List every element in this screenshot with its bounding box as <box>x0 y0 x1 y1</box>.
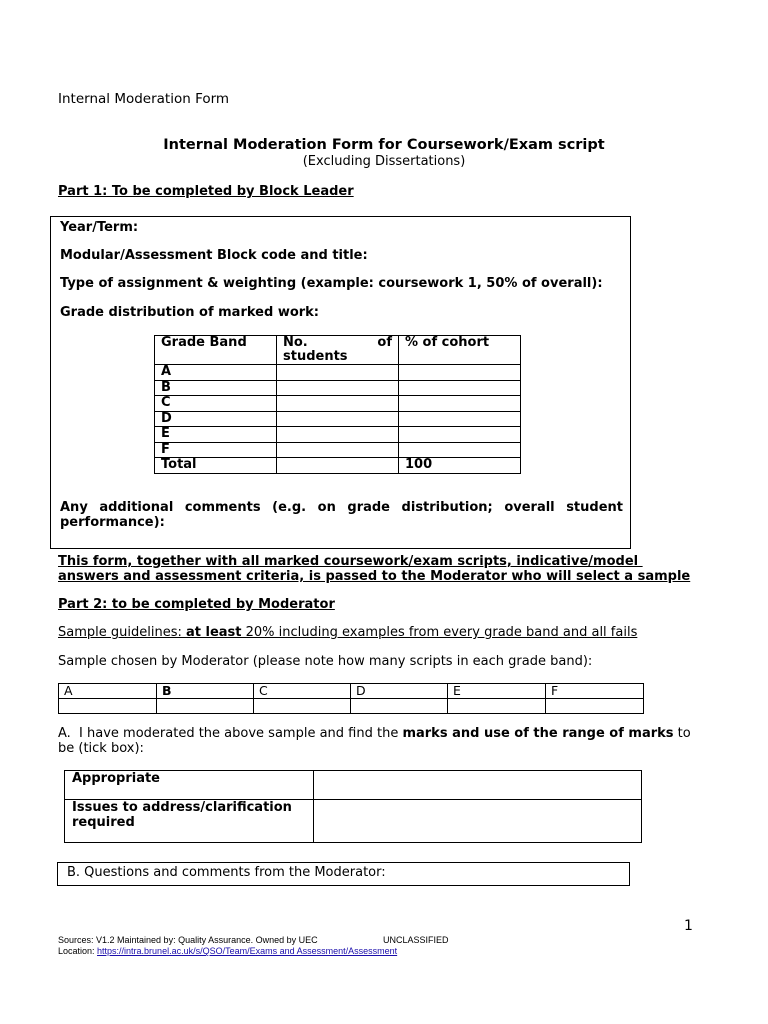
students-header-students: students <box>283 349 348 364</box>
grade-cell: A <box>155 365 277 381</box>
sample-guidelines <box>58 625 637 640</box>
total-percent: 100 <box>399 458 521 474</box>
issues-label-line1: Issues to address/clarification <box>72 800 292 815</box>
grade-distribution-label: Grade distribution of marked work: <box>60 305 320 320</box>
questions-label: B. Questions and comments from the Moderator: <box>67 865 386 880</box>
sample-count-f[interactable] <box>546 699 644 714</box>
cohort-header: % of cohort <box>399 336 521 365</box>
total-label: Total <box>155 458 277 474</box>
cohort-cell[interactable] <box>399 442 521 458</box>
sample-input-row <box>59 699 644 714</box>
statement-bold: marks and use of the range of marks <box>402 726 674 741</box>
table-row <box>155 442 521 458</box>
footer-location <box>58 946 397 956</box>
sample-header-row <box>59 684 644 699</box>
sample-table <box>58 683 644 714</box>
cohort-cell[interactable] <box>399 427 521 443</box>
footer-source <box>58 935 449 945</box>
grade-cell: C <box>155 396 277 412</box>
page-subtitle: (Excluding Dissertations) <box>302 154 466 169</box>
students-cell[interactable] <box>277 411 399 427</box>
students-cell[interactable] <box>277 427 399 443</box>
assignment-type-label: Type of assignment & weighting (example: coursework 1, 50% of overall): <box>60 276 603 291</box>
students-cell[interactable] <box>277 365 399 381</box>
issues-label <box>65 800 314 843</box>
students-cell[interactable] <box>277 396 399 412</box>
grade-cell: B <box>155 380 277 396</box>
footer-source-text: Sources: V1.2 Maintained by: Quality Assurance. Owned by UEC <box>58 935 318 945</box>
grade-cell: E <box>155 427 277 443</box>
table-row <box>155 411 521 427</box>
transfer-note <box>58 554 698 584</box>
table-header-row <box>155 336 521 365</box>
issues-label-line2: required <box>72 815 135 830</box>
guideline-suffix: 20% including examples from every grade band and all fails <box>241 625 638 640</box>
students-cell[interactable] <box>277 380 399 396</box>
cohort-cell[interactable] <box>399 396 521 412</box>
table-row <box>155 396 521 412</box>
total-row <box>155 458 521 474</box>
table-row <box>155 365 521 381</box>
page-number: 1 <box>684 918 693 934</box>
moderation-tick-table <box>64 770 642 843</box>
part1-heading: Part 1: To be completed by Block Leader <box>58 184 354 199</box>
statement-prefix: A. I have moderated the above sample and find the <box>58 726 403 741</box>
grade-cell: D <box>155 411 277 427</box>
sample-count-e[interactable] <box>448 699 546 714</box>
sample-grade-d: D <box>351 684 448 699</box>
sample-grade-f: F <box>546 684 644 699</box>
moderation-statement <box>58 726 698 756</box>
issues-tick-box[interactable] <box>314 800 642 843</box>
transfer-note-line2: answers and assessment criteria, is passed to the Moderator who will select a sample <box>58 569 691 584</box>
page-title: Internal Moderation Form for Coursework/Exam script <box>163 137 605 153</box>
tick-row-issues <box>65 800 642 843</box>
footer-location-label: Location: <box>58 946 98 956</box>
comments-label-line2: performance): <box>60 515 165 530</box>
cohort-cell[interactable] <box>399 411 521 427</box>
table-row <box>155 427 521 443</box>
footer-location-link[interactable]: https://intra.brunel.ac.uk/s/QSO/Team/Exams and Assessment/Assessment <box>97 946 398 956</box>
block-code-label: Modular/Assessment Block code and title: <box>60 248 368 263</box>
students-header-of: of <box>377 335 392 350</box>
header-text: Internal Moderation Form <box>58 91 230 107</box>
statement-suffix: to be (tick box): <box>58 726 695 756</box>
sample-grade-a: A <box>59 684 157 699</box>
guideline-prefix: Sample guidelines: <box>58 625 186 640</box>
part2-heading: Part 2: to be completed by Moderator <box>58 597 335 612</box>
appropriate-label: Appropriate <box>65 771 314 800</box>
cohort-cell[interactable] <box>399 365 521 381</box>
students-header-no: No. <box>283 335 308 350</box>
year-term-label: Year/Term: <box>60 220 139 235</box>
transfer-note-line1: This form, together with all marked coursework/exam scripts, indicative/model <box>58 554 643 569</box>
sample-count-c[interactable] <box>254 699 351 714</box>
sample-grade-b: B <box>157 684 254 699</box>
cohort-cell[interactable] <box>399 380 521 396</box>
part1-box <box>50 216 631 549</box>
students-cell[interactable] <box>277 442 399 458</box>
total-students-cell[interactable] <box>277 458 399 474</box>
students-header <box>277 336 399 365</box>
sample-grade-c: C <box>254 684 351 699</box>
sample-count-a[interactable] <box>59 699 157 714</box>
appropriate-tick-box[interactable] <box>314 771 642 800</box>
table-row <box>155 380 521 396</box>
grade-band-header: Grade Band <box>155 336 277 365</box>
sample-chosen-label: Sample chosen by Moderator (please note how many scripts in each grade band): <box>58 654 593 669</box>
comments-label-line1: Any additional comments (e.g. on grade distribution; overall student <box>60 500 623 515</box>
grade-distribution-table <box>154 335 521 474</box>
grade-cell: F <box>155 442 277 458</box>
guideline-bold: at least <box>185 625 242 640</box>
tick-row-appropriate <box>65 771 642 800</box>
sample-count-b[interactable] <box>157 699 254 714</box>
sample-grade-e: E <box>448 684 546 699</box>
questions-box[interactable] <box>57 862 630 886</box>
footer-classification: UNCLASSIFIED <box>383 935 449 945</box>
sample-count-d[interactable] <box>351 699 448 714</box>
